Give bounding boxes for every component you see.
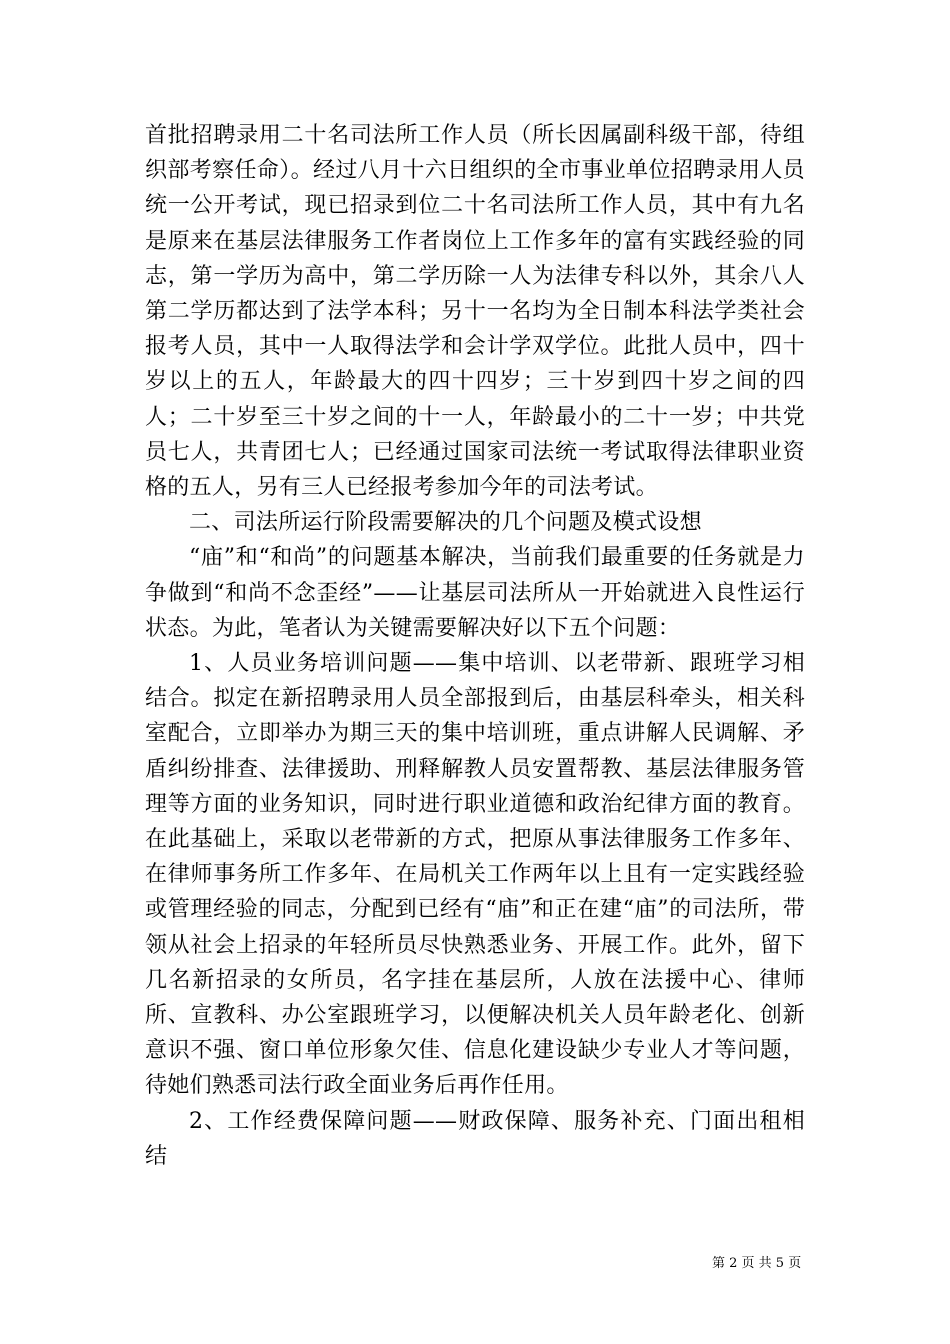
document-body: [145, 118, 805, 1174]
paragraph-personnel-recruitment: 首批招聘录用二十名司法所工作人员（所长因属副科级干部，待组织部考察任命）。经过八月十六日组织的全市事业单位招聘录用人员统一公开考试，现已招录到位二十名司法所工作人员，其中有九名是原来在基层法律服务工作者岗位上工作多年的富有实践经验的同志，第一学历为高中，第二学历除一人为法律专科以外，其余八人第二学历都达到了法学本科；另十一名均为全日制本科法学类社会报考人员，其中一人取得法学和会计学双学位。此批人员中，四十岁以上的五人，年龄最大的四十四岁；三十岁到四十岁之间的四人；二十岁至三十岁之间的十一人，年龄最小的二十一岁；中共党员七人，共青团七人；已经通过国家司法统一考试取得法律职业资格的五人，另有三人已经报考参加今年的司法考试。: [145, 123, 805, 501]
paragraph-training-issue: 1、人员业务培训问题——集中培训、以老带新、跟班学习相结合。拟定在新招聘录用人员全部报到后，由基层科牵头，相关科室配合，立即举办为期三天的集中培训班，重点讲解人民调解、矛盾纠纷排查、法律援助、刑释解教人员安置帮教、基层法律服务管理等方面的业务知识，同时进行职业道德和政治纪律方面的教育。在此基础上，采取以老带新的方式，把原从事法律服务工作多年、在律师事务所工作多年、在局机关工作两年以上且有一定实践经验或管理经验的同志，分配到已经有“庙”和正在建“庙”的司法所，带领从社会上招录的年轻所员尽快熟悉业务、开展工作。此外，留下几名新招录的女所员，名字挂在基层所，人放在法援中心、律师所、宣教科、办公室跟班学习，以便解决机关人员年龄老化、创新意识不强、窗口单位形象欠佳、信息化建设缺少专业人才等问题，待她们熟悉司法行政全面业务后再作任用。: [145, 651, 805, 1099]
paragraph-funding-issue: 2、工作经费保障问题——财政保障、服务补充、门面出租相结: [145, 1108, 805, 1169]
page-number-footer: 第 2 页 共 5 页: [712, 1256, 802, 1271]
section-heading-two: 二、司法所运行阶段需要解决的几个问题及模式设想: [189, 510, 702, 536]
paragraph-temple-monk: “庙”和“和尚”的问题基本解决，当前我们最重要的任务就是力争做到“和尚不念歪经”——让基层司法所从一开始就进入良性运行状态。为此，笔者认为关键需要解决好以下五个问题：: [145, 545, 805, 641]
